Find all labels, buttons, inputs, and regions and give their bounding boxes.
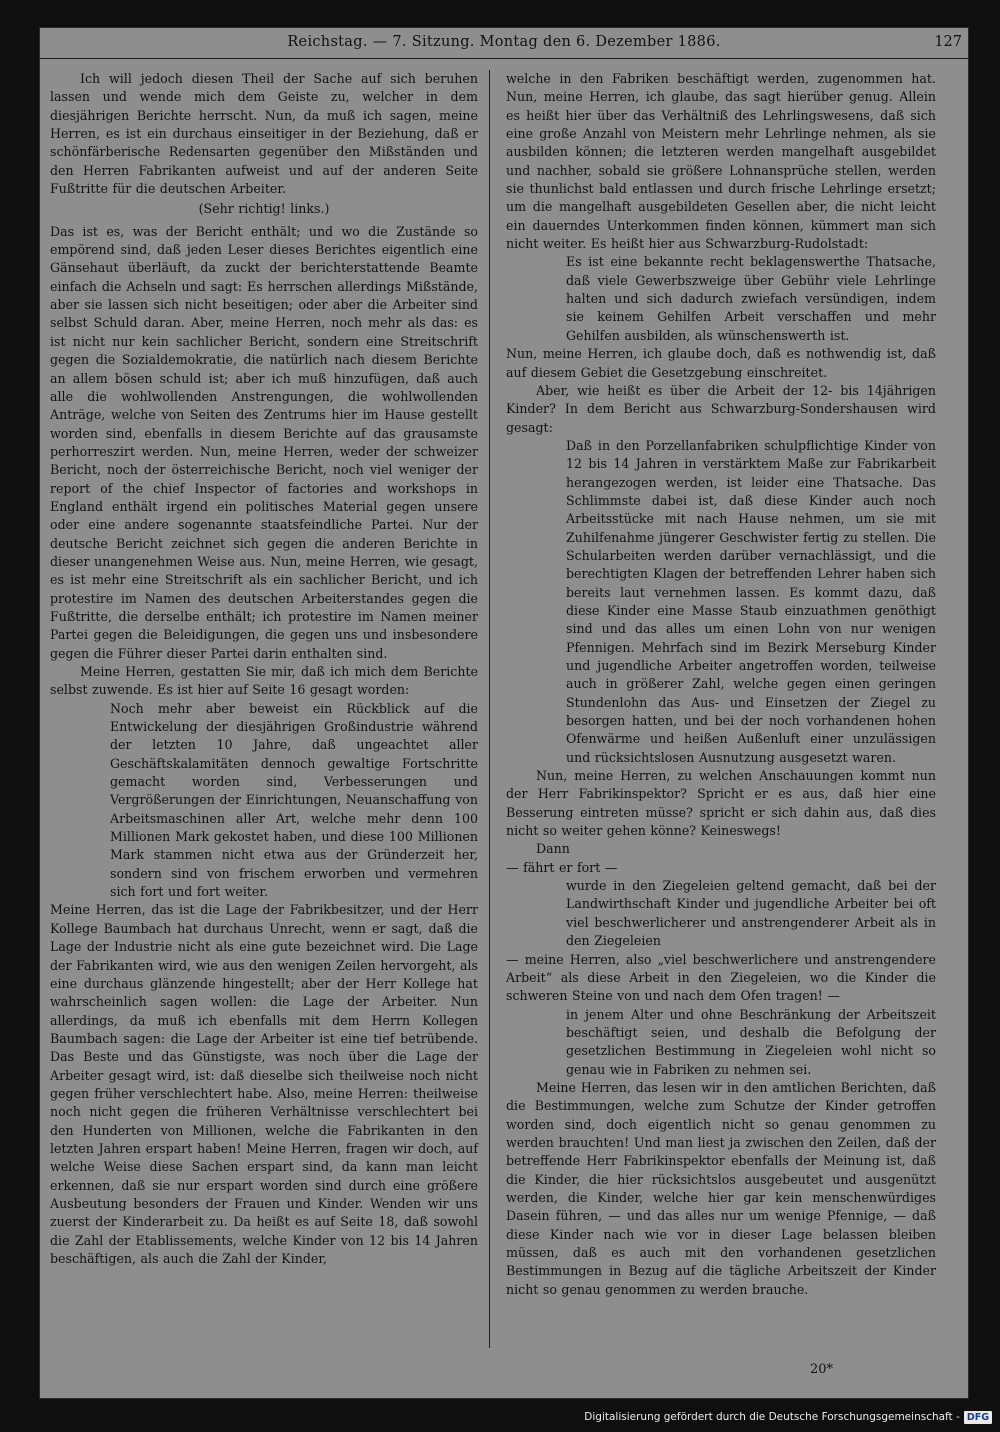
column-divider: [489, 70, 490, 1348]
paragraph: welche in den Fabriken beschäftigt werden, zugenommen hat. Nun, meine Herren, ich glaube, das sagt hierüber genug. Allein es heißt hier über das Verhältniß des Lehrlingswesens, daß sich eine große Anzahl von Meistern mehr Lehrlinge nehmen, als sie ausbilden können; die letzteren werden mangelhaft ausgebildet und nachher, sobald sie größere Lohnansprüche stellen, werden sie thunlichst bald entlassen und durch frische Lehrlinge ersetzt; um die mangelhaft ausgebildeten Gesellen aber, die nicht leicht ein dauerndes Unterkommen finden können, kümmert man sich nicht weiter. Es heißt hier aus Schwarzburg-Rudolstadt:: [506, 71, 936, 252]
newspaper-page: [40, 28, 968, 1398]
page-title: Reichstag. — 7. Sitzung. Montag den 6. Dezember 1886.: [287, 34, 721, 50]
paragraph: — meine Herren, also „viel beschwerlichere und anstrengendere Arbeit“ als diese Arbeit in den Ziegeleien, wo die Kinder die schweren Steine von und nach dem Ofen tragen! —: [506, 951, 936, 1004]
running-header: [40, 28, 968, 59]
left-column: [50, 70, 478, 1268]
paragraph: Ich will jedoch diesen Theil der Sache auf sich beruhen lassen und wende mich dem Geiste zu, welcher in dem diesjährigen Berichte herrscht. Nun, da muß ich sagen, meine Herren, es ist ein durchaus einseitiger in der Beziehung, daß er schönfärberische Redensarten gegenüber den Mißständen und den Herren Fabrikanten aufweist und auf der anderen Seite Fußtritte für die deutschen Arbeiter.: [50, 71, 478, 197]
quoted-passage: in jenem Alter und ohne Beschränkung der Arbeitszeit beschäftigt seien, und deshalb die Befolgung der gesetzlichen Bestimmung in Ziegeleien wohl nicht so genau wie in Fabriken zu nehmen sei.: [566, 1006, 936, 1077]
paragraph: Nun, meine Herren, zu welchen Anschauungen kommt nun der Herr Fabrikinspektor? Spricht er es aus, daß hier eine Besserung eintreten müsse? spricht er sich dahin aus, daß dies nicht so weiter gehen könne? Keineswegs!: [506, 768, 936, 839]
footer-credit: Digitalisierung gefördert durch die Deutsche Forschungsgemeinschaft -: [584, 1411, 960, 1423]
paragraph: Meine Herren, das lesen wir in den amtlichen Berichten, daß die Bestimmungen, welche zum Schutze der Kinder getroffen worden sind, doch eigentlich nicht so genau genommen zu werden brauchten! Und man liest ja zwischen den Zeilen, daß der betreffende Herr Fabrikinspektor ebenfalls der Meinung ist, daß die Kinder, die hier rücksichtslos ausgebeutet und ausgenützt werden, die Kinder, welche hier gar kein menschenwürdiges Dasein führen, — und das alles nur um wenige Pfennige, — daß diese Kinder nach wie vor in dieser Lage belassen bleiben müssen, daß es auch mit den vorhandenen gesetzlichen Bestimmungen in Bezug auf die tägliche Arbeitszeit der Kinder nicht so genau genommen zu werden brauche.: [506, 1079, 936, 1297]
paragraph: — fährt er fort —: [506, 859, 618, 875]
signature-mark: 20*: [810, 1362, 834, 1377]
quoted-passage: Noch mehr aber beweist ein Rückblick auf die Entwickelung der diesjährigen Großindustrie während der letzten 10 Jahre, daß ungeachtet aller Geschäftskalamitäten dennoch gewaltige Fortschritte gemacht worden sind, Verbesserungen und Vergrößerungen der Einrichtungen, Neuanschaffung von Arbeitsmaschinen aller Art, welche mehr denn 100 Millionen Mark gekostet haben, und diese 100 Millionen Mark stammen nicht etwa aus der Gründerzeit her, sondern sind von frischem erworben und vermehren sich fort und fort weiter.: [110, 700, 478, 900]
paragraph: Meine Herren, das ist die Lage der Fabrikbesitzer, und der Herr Kollege Baumbach hat durchaus Unrecht, wenn er sagt, daß die Lage der Industrie nicht als eine gute bezeichnet wird. Die Lage der Fabrikanten wird, wie aus den wenigen Zeilen hervorgeht, als eine durchaus glänzende hingestellt; aber der Herr Kollege hat wahrscheinlich sagen wollen: die Lage der Arbeiter. Nun allerdings, da muß ich ebenfalls mit dem Herrn Kollegen Baumbach sagen: die Lage der Arbeiter ist eine tief betrübende. Das Beste und das Günstigste, was noch über die Lage der Arbeiter gesagt wird, ist: daß dieselbe sich theilweise noch nicht gegen früher verschlechtert habe. Also, meine Herren: theilweise noch nicht gegen die früheren Verhältnisse verschlechtert bei den Hunderten von Millionen, welche die Fabrikanten in den letzten Jahren erspart haben! Meine Herren, fragen wir doch, auf welche Weise diese Sachen erspart sind, da kann man leicht erkennen, daß sie nur erspart worden sind durch eine größere Ausbeutung besonders der Frauen und Kinder. Wenden wir uns zuerst der Kinderarbeit zu. Da heißt es auf Seite 18, daß sowohl die Zahl der Etablissements, welche Kinder von 12 bis 14 Jahren beschäftigen, als auch die Zahl der Kinder,: [50, 902, 478, 1266]
page-number: 127: [934, 34, 962, 50]
dfg-logo-icon: DFG: [964, 1411, 992, 1424]
paragraph: Dann: [536, 841, 570, 857]
right-column: [506, 70, 936, 1299]
quoted-passage: Daß in den Porzellanfabriken schulpflichtige Kinder von 12 bis 14 Jahren in verstärktem Maße zur Fabrikarbeit herangezogen werden, ist leider eine Thatsache. Das Schlimmste dabei ist, daß diese Kinder auch noch Arbeitsstücke mit nach Hause nehmen, um sie mit Zuhilfenahme jüngerer Geschwister fertig zu stellen. Die Schularbeiten werden darüber vernachlässigt, und die berechtigten Klagen der betreffenden Lehrer haben sich bereits laut vernehmen lassen. Es kommt dazu, daß diese Kinder eine Masse Staub einzuathmen genöthigt sind und das alles um einen Lohn von nur wenigen Pfennigen. Mehrfach sind im Bezirk Merseburg Kinder und jugendliche Arbeiter angetroffen worden, teilweise auch in größerer Zahl, welche gegen einen geringen Stundenlohn das Aus- und Einsetzen der Ziegel zu besorgen hatten, und bei der noch vorhandenen hohen Ofenwärme und heißen Außenluft einer unzulässigen und rücksichtslosen Ausnutzung ausgesetzt waren.: [566, 437, 936, 765]
digitization-footer: [584, 1409, 992, 1425]
paragraph: Meine Herren, gestatten Sie mir, daß ich mich dem Berichte selbst zuwende. Es ist hier auf Seite 16 gesagt worden:: [50, 664, 478, 698]
paragraph: Das ist es, was der Bericht enthält; und wo die Zustände so empörend sind, daß jeden Leser dieses Berichtes eigentlich eine Gänsehaut überläuft, da zuckt der berichterstattende Beamte einfach die Achseln und sagt: Es herrschen allerdings Mißstände, aber sie lassen sich nicht beseitigen; oder aber die Arbeiter sind selbst Schuld daran. Aber, meine Herren, noch mehr als das: es ist nicht nur kein sachlicher Bericht, sondern eine Streitschrift gegen die Sozialdemokratie, die natürlich nach diesem Berichte an allem bösen schuld ist; aber ich muß hinzufügen, daß auch alle die wohlwollenden Anstrengungen, die wohlwollenden Anträge, welche von Seiten des Zentrums hier im Hause gestellt worden sind, ebenfalls in diesem Berichte auf das grausamste perhorreszirt werden. Nun, meine Herren, weder der schweizer Bericht, noch der österreichische Bericht, noch viel weniger der report of the chief Inspector of factories and workshops in England enthält irgend ein politisches Material gegen unsere oder eine andere sogenannte staatsfeindliche Partei. Nur der deutsche Bericht zeichnet sich gegen die anderen Berichte in dieser unangenehmen Weise aus. Nun, meine Herren, wie gesagt, es ist mehr eine Streitschrift als ein sachlicher Bericht, und ich protestire im Namen des deutschen Arbeiterstandes gegen die Fußtritte, die derselbe enthält; ich protestire im Namen meiner Partei gegen die Beleidigungen, die gegen uns und insbesondere gegen die Führer dieser Partei darin enthalten sind.: [50, 223, 478, 661]
interjection: (Sehr richtig! links.): [198, 201, 330, 217]
paragraph: Aber, wie heißt es über die Arbeit der 12- bis 14jährigen Kinder? In dem Bericht aus Schwarzburg-Sondershausen wird gesagt:: [506, 382, 936, 435]
quoted-passage: Es ist eine bekannte recht beklagenswerthe Thatsache, daß viele Gewerbszweige über Gebühr viele Lehrlinge halten und sich dadurch zwiefach versündigen, indem sie keinem Gehilfen Arbeit verschaffen und mehr Gehilfen ausbilden, als wünschenswerth ist.: [566, 254, 936, 343]
paragraph: Nun, meine Herren, ich glaube doch, daß es nothwendig ist, daß auf diesem Gebiet die Gesetzgebung einschreitet.: [506, 346, 936, 380]
quoted-passage: wurde in den Ziegeleien geltend gemacht, daß bei der Landwirthschaft Kinder und jugendliche Arbeiter bei oft viel beschwerlicherer und anstrengenderer Arbeit als in den Ziegeleien: [566, 878, 936, 949]
